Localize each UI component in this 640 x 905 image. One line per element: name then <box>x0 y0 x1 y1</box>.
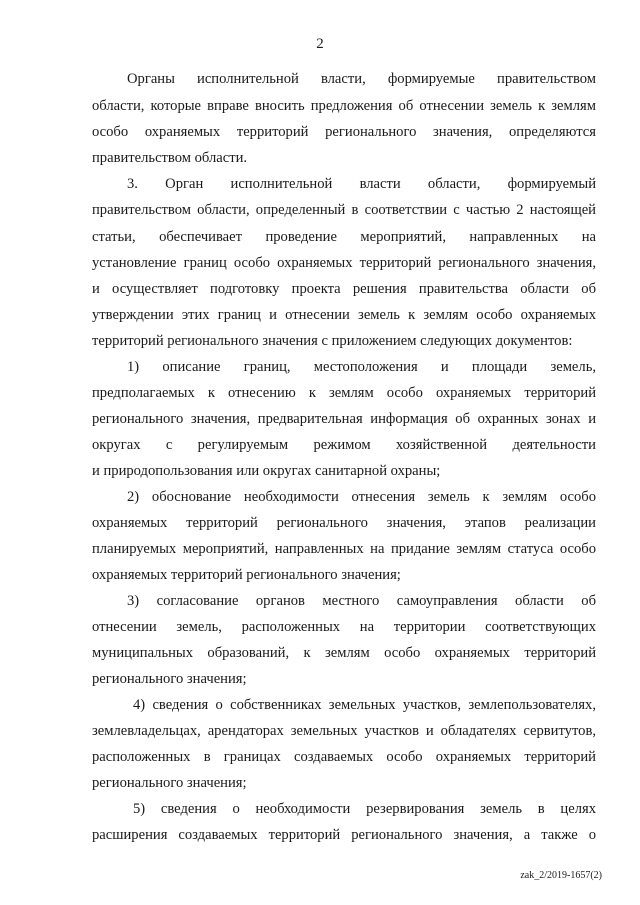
paragraph-line: охраняемых территорий регионального значения, этапов реализации <box>92 515 596 531</box>
page-number: 2 <box>316 36 324 52</box>
paragraph-line: 4) сведения о собственниках земельных участков, землепользователях, <box>133 697 596 713</box>
paragraph-line: 1) описание границ, местоположения и площади земель, <box>127 359 596 375</box>
paragraph-line: правительством области, определенный в соответствии с частью 2 настоящей <box>92 202 596 218</box>
paragraph-line: предполагаемых к отнесению к землям особо охраняемых территорий <box>92 385 596 401</box>
paragraph-line: и осуществляет подготовку проекта решения правительства области об <box>92 281 596 297</box>
paragraph-line: землевладельцах, арендаторах земельных участков и обладателях сервитутов, <box>92 723 596 739</box>
paragraph-line: регионального значения; <box>92 775 247 791</box>
paragraph-line: территорий регионального значения с приложением следующих документов: <box>92 333 573 349</box>
paragraph-line: расширения создаваемых территорий регионального значения, а также о <box>92 827 596 843</box>
paragraph-line: и природопользования или округах санитарной охраны; <box>92 463 441 479</box>
paragraph-line: особо охраняемых территорий регионального значения, определяются <box>92 124 596 140</box>
paragraph-line: Органы исполнительной власти, формируемые правительством <box>127 71 596 87</box>
paragraph-line: округах с регулируемым режимом хозяйственной деятельности <box>92 437 596 453</box>
paragraph-line: правительством области. <box>92 150 248 166</box>
paragraph-line: регионального значения, предварительная информация об охранных зонах и <box>92 411 596 427</box>
paragraph-line: утверждении этих границ и отнесении земель к землям особо охраняемых <box>92 307 596 323</box>
paragraph-line: муниципальных образований, к землям особо охраняемых территорий <box>92 645 596 661</box>
paragraph-line: отнесении земель, расположенных на территории соответствующих <box>92 619 596 635</box>
paragraph-line: охраняемых территорий регионального значения; <box>92 567 401 583</box>
paragraph-line: 5) сведения о необходимости резервирования земель в целях <box>133 801 596 817</box>
paragraph-line: области, которые вправе вносить предложения об отнесении земель к землям <box>92 98 596 114</box>
paragraph-line: планируемых мероприятий, направленных на придание землям статуса особо <box>92 541 596 557</box>
paragraph-line: установление границ особо охраняемых территорий регионального значения, <box>92 255 596 271</box>
paragraph-line: регионального значения; <box>92 671 247 687</box>
paragraph-line: расположенных в границах создаваемых особо охраняемых территорий <box>92 749 596 765</box>
document-code: zak_2/2019-1657(2) <box>520 870 602 881</box>
paragraph-line: 3. Орган исполнительной власти области, формируемый <box>127 176 596 192</box>
paragraph-line: 2) обоснование необходимости отнесения земель к землям особо <box>127 489 596 505</box>
paragraph-line: статьи, обеспечивает проведение мероприятий, направленных на <box>92 229 596 245</box>
paragraph-line: 3) согласование органов местного самоуправления области об <box>127 593 596 609</box>
